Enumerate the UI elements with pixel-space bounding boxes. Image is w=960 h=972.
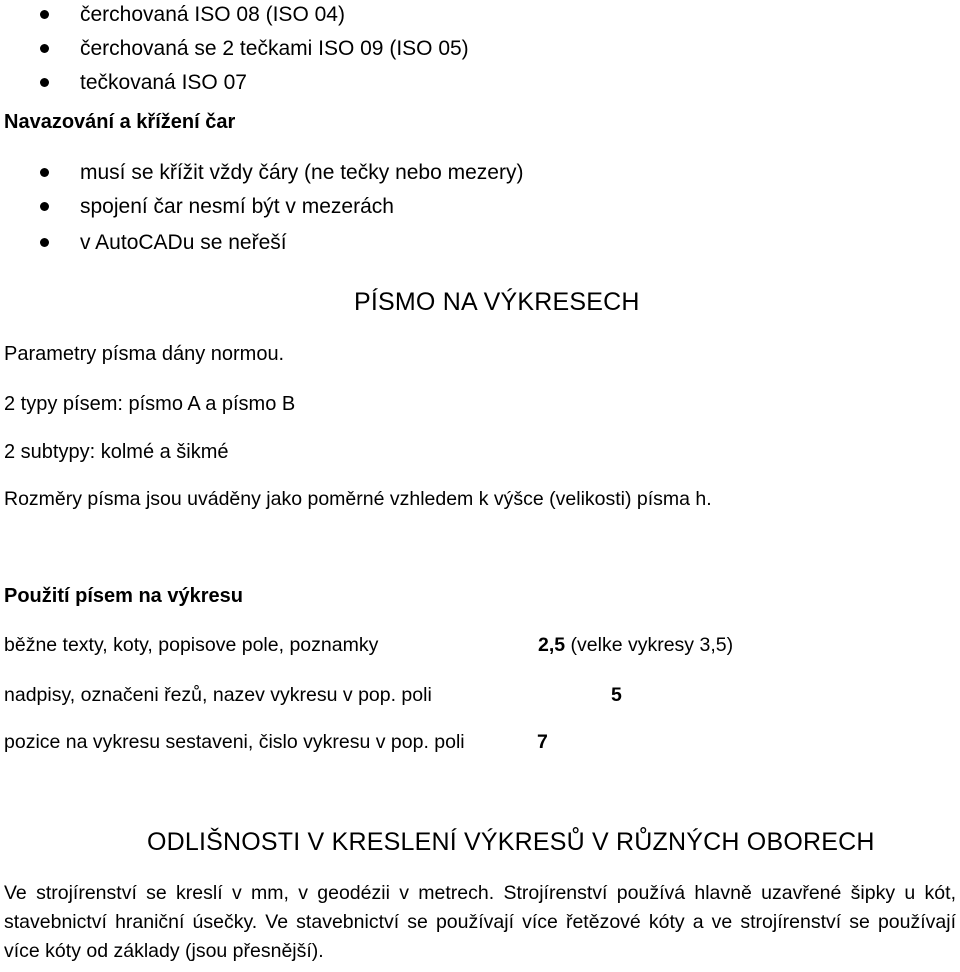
usage-row-value-group	[538, 634, 733, 657]
lettering-line: Rozměry písma jsou uváděny jako poměrné vzhledem k výšce (velikosti) písma h.	[4, 488, 712, 510]
usage-row-label: nadpisy, označeni řezů, nazev vykresu v pop. poli	[4, 684, 432, 706]
lettering-line: 2 subtypy: kolmé a šikmé	[4, 441, 229, 463]
list-item-text: spojení čar nesmí být v mezerách	[80, 195, 394, 218]
crossing-heading: Navazování a křížení čar	[4, 111, 236, 133]
list-item-text: čerchovaná ISO 08 (ISO 04)	[80, 3, 345, 26]
usage-row-note: (velke vykresy 3,5)	[570, 634, 734, 656]
lettering-line: Parametry písma dány normou.	[4, 343, 285, 365]
bullet-icon	[40, 10, 49, 19]
lettering-heading: PÍSMO NA VÝKRESECH	[354, 288, 640, 316]
list-item-text: čerchovaná se 2 tečkami ISO 09 (ISO 05)	[80, 37, 469, 60]
list-item-text: musí se křížit vždy čáry (ne tečky nebo mezery)	[80, 161, 524, 184]
list-item-text: v AutoCADu se neřeší	[80, 231, 287, 254]
differences-paragraph: Ve strojírenství se kreslí v mm, v geodézii v metrech. Strojírenství používá hlavně uzavřené šipky u kót, stavebnictví hraniční úsečky. Ve stavebnictví se používají více řetězové kóty a ve strojírenství se používají více kóty od základy (jsou přesnější).	[4, 882, 956, 962]
usage-heading: Použití písem na výkresu	[4, 585, 243, 607]
bullet-icon	[40, 44, 49, 53]
differences-heading: ODLIŠNOSTI V KRESLENÍ VÝKRESŮ V RŮZNÝCH OBORECH	[147, 828, 875, 856]
bullet-icon	[40, 202, 49, 211]
bullet-icon	[40, 168, 49, 177]
bullet-icon	[40, 78, 49, 87]
bullet-icon	[40, 238, 49, 247]
usage-row-label: běžne texty, koty, popisove pole, poznamky	[4, 634, 379, 656]
usage-row-value: 7	[537, 731, 548, 753]
list-item-text: tečkovaná ISO 07	[80, 71, 247, 94]
usage-row-label: pozice na vykresu sestaveni, čislo vykresu v pop. poli	[4, 731, 465, 753]
usage-row-value: 2,5	[538, 634, 566, 656]
usage-row-value: 5	[611, 684, 622, 706]
lettering-line: 2 typy písem: písmo A a písmo B	[4, 393, 296, 415]
